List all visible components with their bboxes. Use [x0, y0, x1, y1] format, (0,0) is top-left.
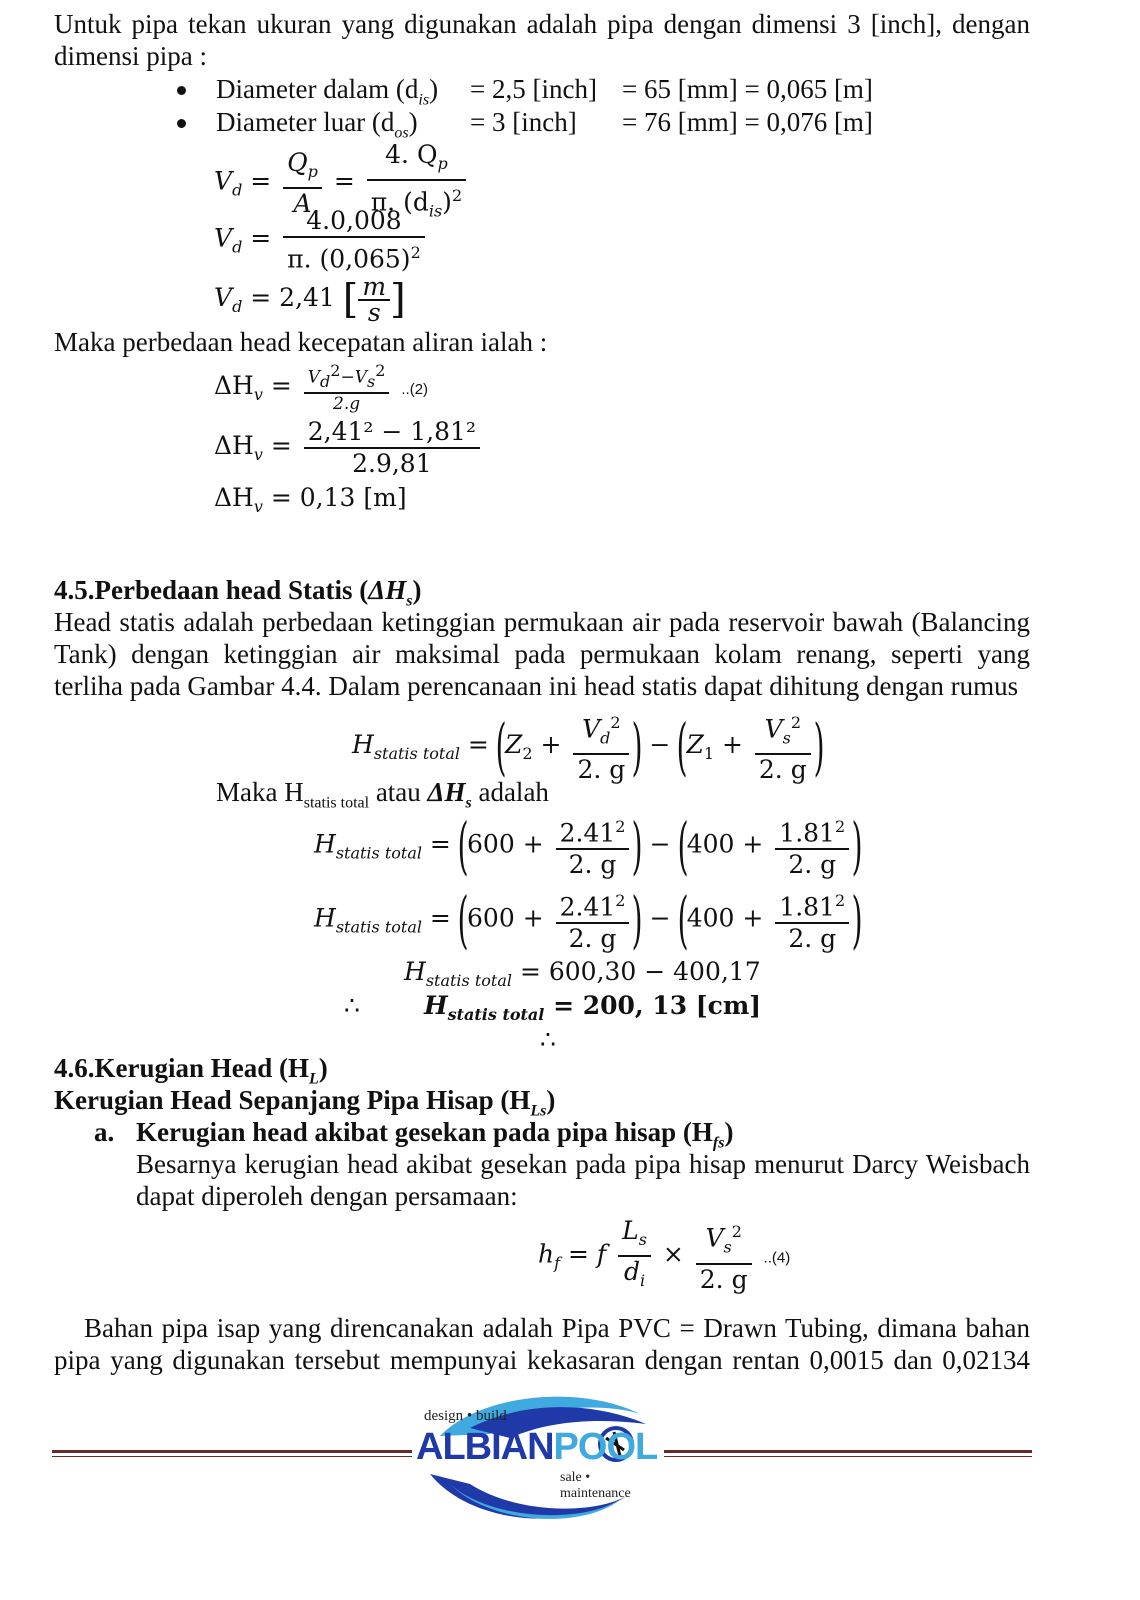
equation-vd-result: $V_d = 2,41$ [ $\frac{m}{s}$ ]: [214, 271, 406, 327]
bullet-inner-inch: = 2,5 [inch]: [470, 74, 597, 104]
equation-static-head-formula: $H_{statis total} = (Z_2$ + $\frac{V_d^2}{2. g}$ ) − ($Z_1$ + $\frac{V_s^2}{2. g}$ ): [352, 709, 825, 785]
equation-vd-definition: $V_d$ = $\frac{Q_p}{A}$ = $\frac{4. Q_p}{\pi. (d_{is})^2}$: [214, 140, 470, 226]
intro-line-2: dimensi pipa :: [54, 41, 207, 71]
footer-rule-left: [52, 1450, 412, 1453]
equation-darcy-weisbach: $h_f = f$ $\frac{L_s}{d_i}$ × $\frac{V_s^2}{2. g}$ ..(4): [538, 1216, 791, 1294]
therefore-symbol: ∴: [344, 991, 360, 1020]
equation-static-head-calc: $H_{statis total} = 600,30 - 400,17$: [404, 957, 761, 990]
section-4-5-paragraph-line-2: Tank) dengan ketinggian air maksimal pada permukaan kolam renang, seperti yang: [54, 639, 1030, 669]
bullet-inner-metric: = 65 [mm] = 0,065 [m]: [622, 74, 873, 104]
bullet-dot: [177, 86, 186, 95]
equation-delta-hv-substitution: $\Delta H_v$ = $\frac{\text{2,41² − 1,81²}}{2.9,81}$: [214, 414, 484, 487]
section-4-5-paragraph-line-3: terliha pada Gambar 4.4. Dalam perencanaan ini head statis dapat dihitung dengan rumus: [54, 671, 1019, 701]
footer-rule-left-thin: [52, 1456, 412, 1457]
item-a-marker: a.: [94, 1117, 115, 1147]
equation-vd-substitution: $V_d$ = $\frac{4.0,008}{\pi. (0,065)^2}$: [214, 206, 429, 280]
logo-tagline-right: sale • maintenance: [560, 1470, 631, 1501]
section-4-6-subheading: Kerugian Head Sepanjang Pipa Hisap $(H_{Ls})$: [54, 1085, 556, 1120]
footer-rule-right: [664, 1450, 1032, 1453]
section-4-6-heading: 4.6.Kerugian Head $(H_L)$: [54, 1053, 328, 1088]
bullet-outer-metric: = 76 [mm] = 0,076 [m]: [622, 107, 873, 137]
bullet-dot: [177, 119, 186, 128]
logo-brand-text: ALBIANPOOL: [416, 1426, 658, 1468]
closing-paragraph-line-2: pipa yang digunakan tersebut mempunyai kekasaran dengan rentan 0,0015 dan 0,02134: [54, 1345, 1030, 1375]
bullet-item-inner-diameter: Diameter dalam $(d_{is})$: [216, 74, 439, 109]
static-head-maka-line: Maka $H_{statis total}$ atau $\Delta H_s$ adalah: [216, 777, 549, 812]
logo-tagline-left: design • build: [424, 1408, 507, 1424]
intro-line-1: Untuk pipa tekan ukuran yang digunakan adalah pipa dengan dimensi 3 [inch], dengan: [54, 9, 1030, 39]
albianpool-logo: [410, 1384, 662, 1534]
equation-static-head-substitution-1: $H_{statis total} = (600$ + $\frac{2.41^2}{2. g}$ ) − (400 + $\frac{1.81^2}{2. g}$ ): [314, 809, 863, 883]
therefore-symbol-2: ∴: [540, 1025, 556, 1054]
equation-static-head-substitution-2: $H_{statis total} = (600$ + $\frac{2.41^2}{2. g}$ ) − (400 + $\frac{1.81^2}{2. g}$ ): [314, 883, 863, 957]
footer-rule-right-thin: [664, 1456, 1032, 1457]
bullet-item-outer-diameter: Diameter luar $(d_{os})$: [216, 107, 418, 142]
item-a-title: Kerugian head akibat gesekan pada pipa hisap $(H_{fs})$: [136, 1117, 734, 1152]
section-4-5-heading: 4.5.Perbedaan head Statis $(\Delta H_s)$: [54, 575, 422, 610]
equation-static-head-final: $H_{statis total} = 200$, 13 [cm]: [424, 991, 762, 1024]
equation-delta-hv-formula: $\Delta H_v$ = $\frac{V_d^2-V_s^2}{2.g}$ ..(2): [214, 360, 429, 415]
item-a-text-line-1: Besarnya kerugian head akibat gesekan pada pipa hisap menurut Darcy Weisbach: [136, 1149, 1030, 1179]
bullet-outer-inch: = 3 [inch]: [470, 107, 577, 137]
closing-paragraph-line-1: Bahan pipa isap yang direncanakan adalah Pipa PVC = Drawn Tubing, dimana bahan: [84, 1313, 1030, 1343]
section-4-5-paragraph-line-1: Head statis adalah perbedaan ketinggian permukaan air pada reservoir bawah (Balancing: [54, 607, 1030, 637]
equation-delta-hv-result: $\Delta H_v = 0,13$ [m]: [214, 483, 407, 516]
head-velocity-intro: Maka perbedaan head kecepatan aliran ialah :: [54, 327, 548, 357]
item-a-text-line-2: dapat diperoleh dengan persamaan:: [136, 1181, 518, 1211]
